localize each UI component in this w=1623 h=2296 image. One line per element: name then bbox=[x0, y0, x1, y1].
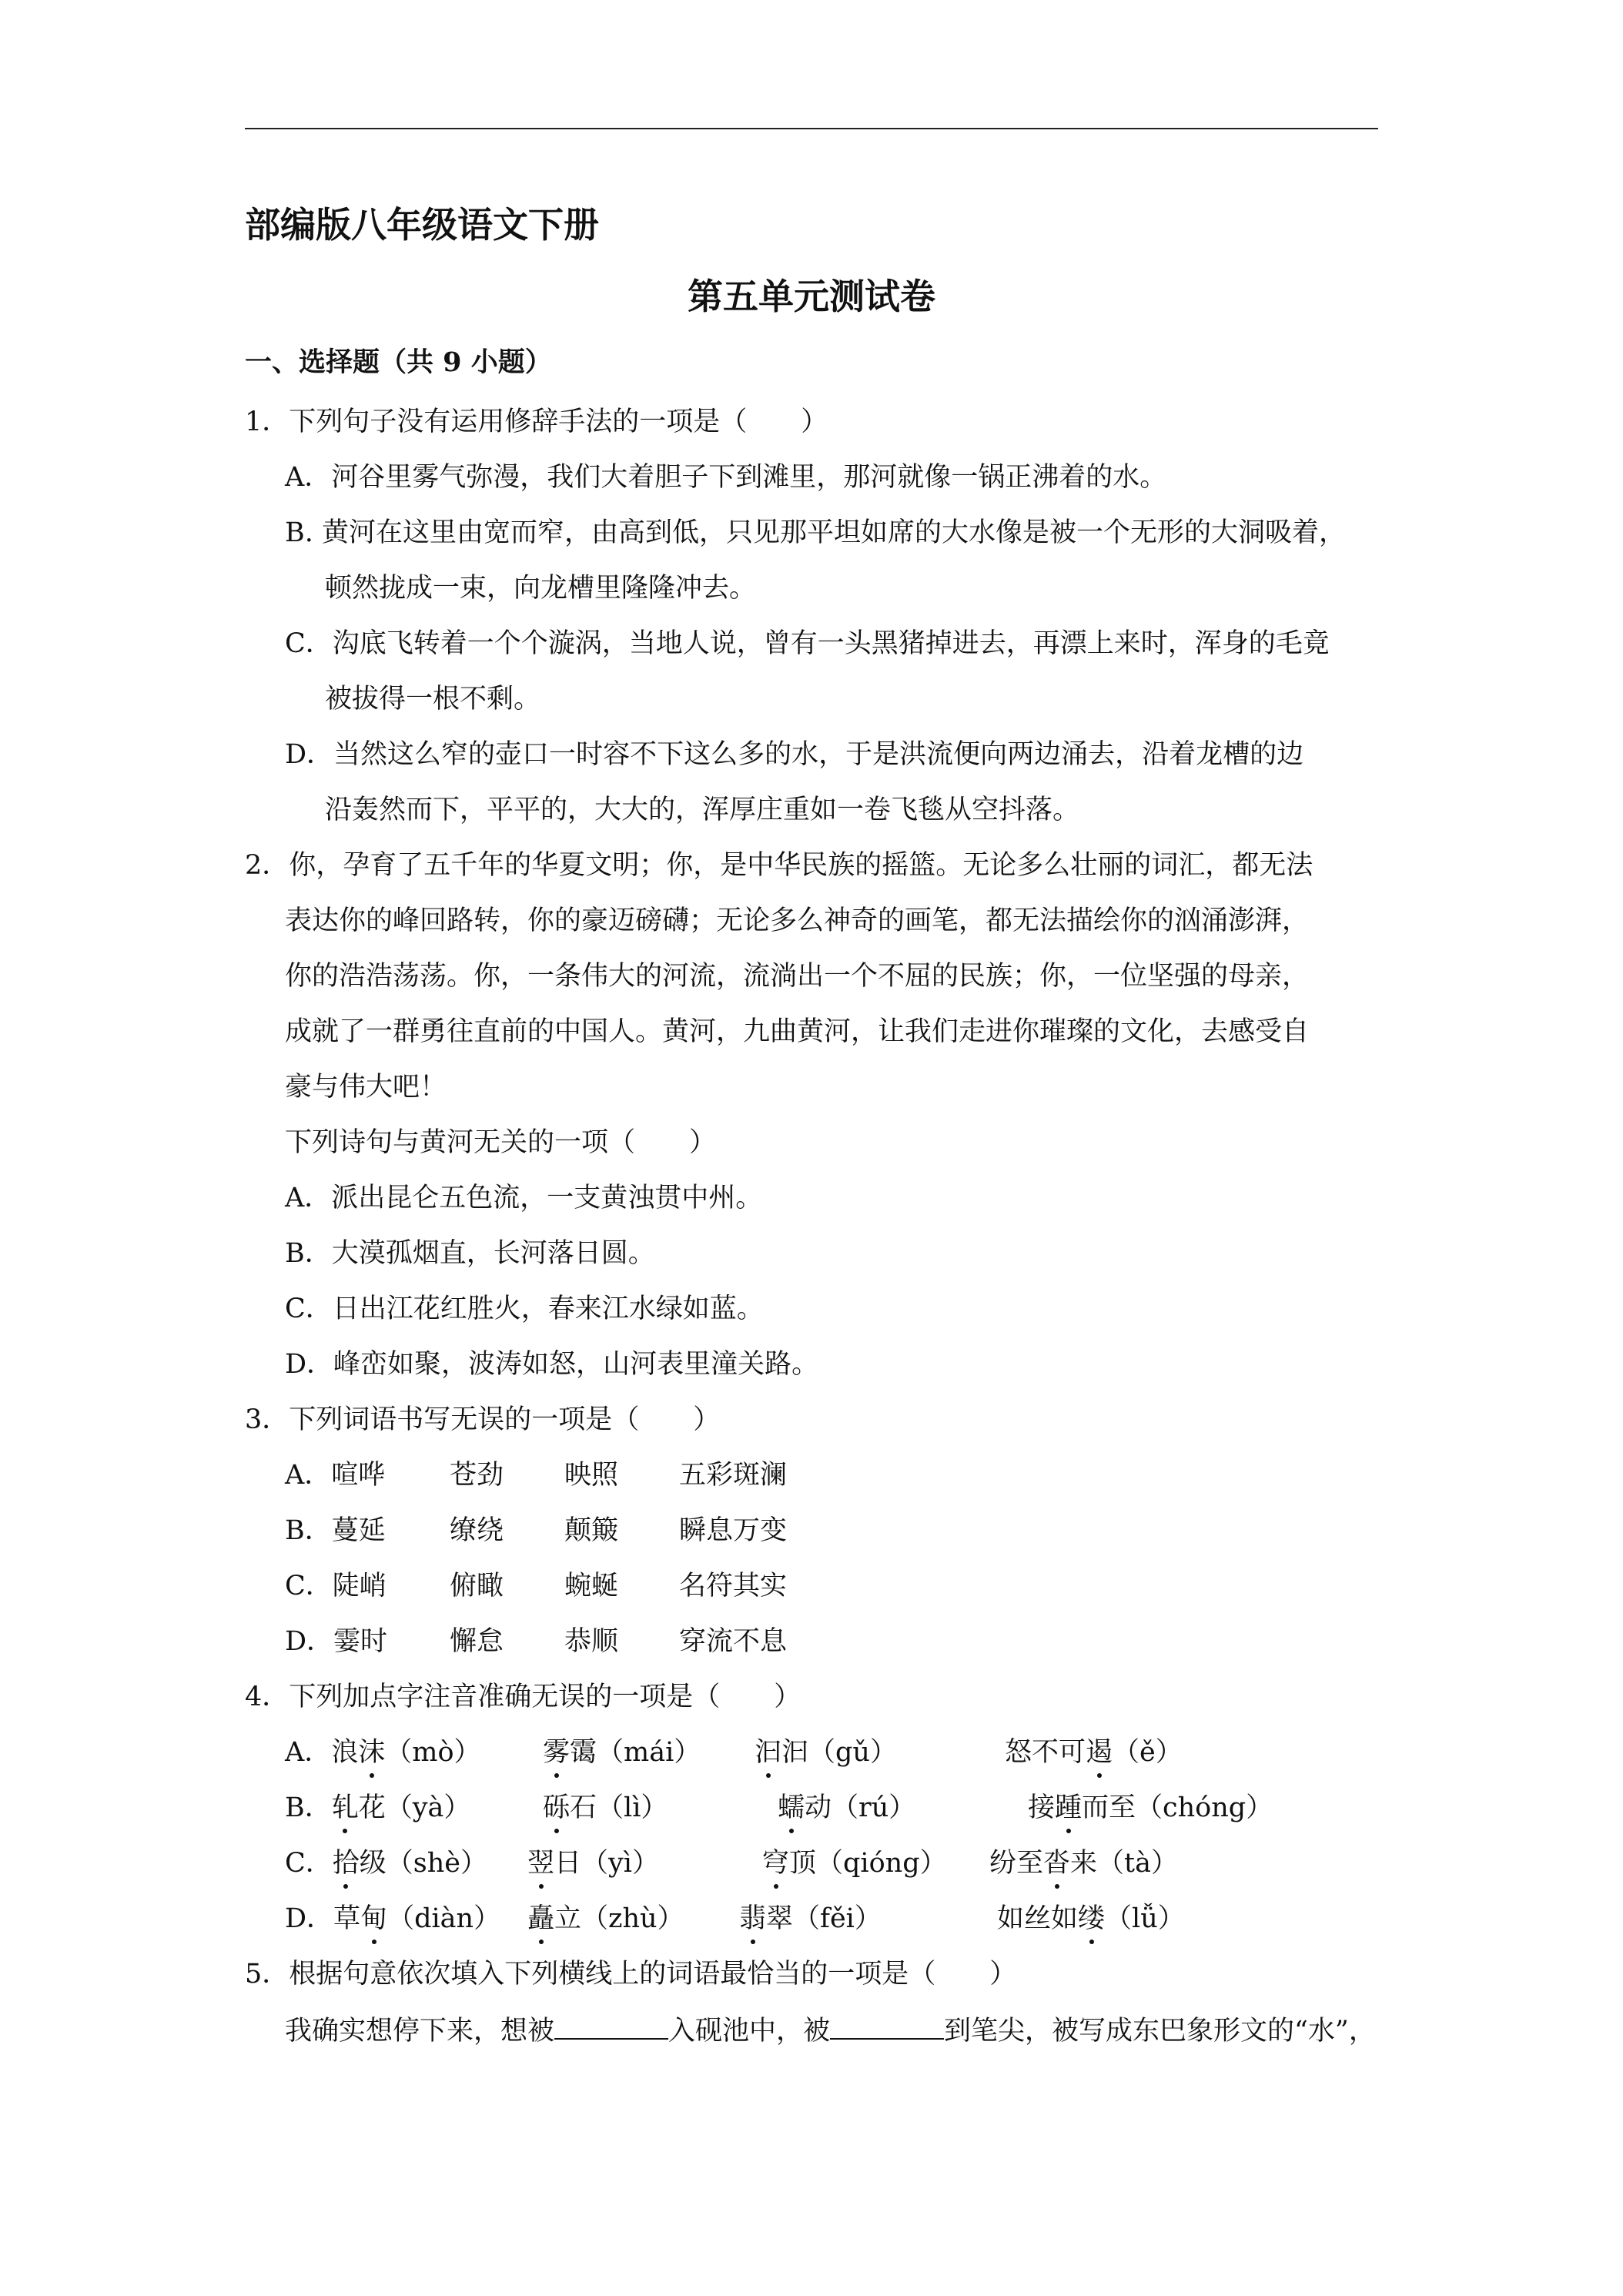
q4-stem: 4．下列加点字注音准确无误的一项是（ ） bbox=[245, 1682, 801, 1712]
q4-a-text: A．浪 bbox=[285, 1737, 359, 1768]
q4-c-text: 顶（qióng） bbox=[789, 1848, 947, 1879]
dotted-char: 雾 bbox=[543, 1735, 570, 1770]
q4-a-pinyin: （ě） bbox=[1113, 1737, 1183, 1768]
q4-c-text: 来（tà） bbox=[1070, 1848, 1178, 1879]
q1-option-c-line2: 被拔得一根不剩。 bbox=[325, 684, 541, 715]
q4-b-text: 动（rú） bbox=[805, 1792, 916, 1823]
q3-b-word1: B．蔓延 bbox=[285, 1515, 386, 1546]
q4-b-item3 bbox=[778, 1790, 915, 1826]
q1-option-d-line2: 沿轰然而下，平平的，大大的，浑厚庄重如一卷飞毯从空抖落。 bbox=[325, 795, 1080, 825]
q4-a-item2 bbox=[543, 1735, 701, 1770]
q3-option-a bbox=[285, 1458, 1363, 1493]
q3-c-word2: 俯瞰 bbox=[450, 1571, 504, 1602]
q3-option-d bbox=[285, 1624, 1363, 1659]
q1-option-a: A．河谷里雾气弥漫，我们大着胆子下到滩里，那河就像一锅正沸着的水。 bbox=[285, 462, 1167, 493]
q3-d-word4: 穿流不息 bbox=[679, 1626, 788, 1657]
q2-passage-line3: 你的浩浩荡荡。你，一条伟大的河流，流淌出一个不屈的民族；你，一位坚强的母亲， bbox=[285, 961, 1310, 992]
q4-a-pinyin: （mái） bbox=[597, 1737, 701, 1768]
q3-d-word2: 懈怠 bbox=[450, 1626, 504, 1657]
q5-text-part2: 入砚池中，被 bbox=[668, 2016, 831, 2047]
q3-b-word4: 瞬息万变 bbox=[679, 1515, 788, 1546]
q4-a-text: 汩（gǔ） bbox=[781, 1737, 897, 1768]
dotted-char: 汩 bbox=[755, 1735, 781, 1770]
q4-a-text: 霭 bbox=[570, 1737, 597, 1768]
q4-b-text: 而至（chóng） bbox=[1082, 1792, 1273, 1823]
q5-blank-1 bbox=[554, 2012, 668, 2040]
q5-blank-2 bbox=[830, 2012, 944, 2040]
q5-text-part1: 我确实想停下来，想被 bbox=[285, 2016, 555, 2047]
q4-b-text: 接 bbox=[1028, 1792, 1056, 1823]
q2-option-c: C．日出江花红胜火，春来江水绿如蓝。 bbox=[285, 1294, 764, 1324]
q3-c-word1: C．陡峭 bbox=[285, 1571, 387, 1602]
dotted-char: 遏 bbox=[1086, 1735, 1113, 1770]
q3-d-word3: 恭顺 bbox=[564, 1626, 619, 1657]
q4-b-item1 bbox=[285, 1790, 470, 1826]
dotted-char: 翌 bbox=[527, 1846, 554, 1881]
q4-d-text: 翠（fěi） bbox=[766, 1903, 882, 1934]
q3-option-c bbox=[285, 1568, 1363, 1604]
q3-d-word1: D．霎时 bbox=[285, 1626, 388, 1657]
q5-text-part3: 到笔尖，被写成东巴象形文的“水”， bbox=[944, 2016, 1376, 2047]
q4-option-b bbox=[285, 1790, 1363, 1826]
q4-b-text: 石（lì） bbox=[570, 1792, 668, 1823]
dotted-char: 拾 bbox=[333, 1846, 360, 1881]
q3-a-word1: A．喧哗 bbox=[285, 1460, 386, 1491]
q4-option-a bbox=[285, 1735, 1363, 1770]
q2-passage-line2: 表达你的峰回路转，你的豪迈磅礴；无论多么神奇的画笔，都无法描绘你的汹涌澎湃， bbox=[285, 905, 1310, 936]
q2-passage-line4: 成就了一群勇往直前的中国人。黄河，九曲黄河，让我们走进你璀璨的文化，去感受自 bbox=[285, 1016, 1310, 1047]
q5-sentence bbox=[285, 2012, 1376, 2049]
q4-c-item4 bbox=[989, 1846, 1178, 1881]
dotted-char: 穹 bbox=[762, 1846, 789, 1881]
q4-a-item4 bbox=[1005, 1735, 1183, 1770]
dotted-char: 沓 bbox=[1043, 1846, 1070, 1881]
q2-option-d: D．峰峦如聚，波涛如怒，山河表里潼关路。 bbox=[285, 1349, 819, 1380]
q1-option-b-line2: 顿然拢成一束，向龙槽里隆隆冲去。 bbox=[325, 573, 757, 604]
q4-d-text: （lǚ） bbox=[1105, 1903, 1185, 1934]
q4-b-text: B． bbox=[285, 1792, 332, 1823]
q1-option-c-line1: C．沟底飞转着一个个漩涡，当地人说，曾有一头黑猪掉进去，再漂上来时，浑身的毛竟 bbox=[285, 628, 1330, 659]
q2-passage-line1: 2．你，孕育了五千年的华夏文明；你，是中华民族的摇篮。无论多么壮丽的词汇，都无法 bbox=[245, 850, 1313, 881]
q4-a-text: 怒不可 bbox=[1005, 1737, 1086, 1768]
q4-b-item2 bbox=[543, 1790, 668, 1826]
q4-d-text: 立（zhù） bbox=[554, 1903, 684, 1934]
q4-d-text: 如丝如 bbox=[997, 1903, 1079, 1934]
q4-d-item1 bbox=[285, 1901, 500, 1936]
q3-b-word3: 颠簸 bbox=[564, 1515, 619, 1546]
q4-d-item3 bbox=[739, 1901, 882, 1936]
q4-c-item2 bbox=[527, 1846, 659, 1881]
q4-d-item4 bbox=[997, 1901, 1185, 1936]
q4-c-text: 级（shè） bbox=[359, 1848, 488, 1879]
dotted-char: 缕 bbox=[1078, 1901, 1105, 1936]
dotted-char: 翡 bbox=[739, 1901, 766, 1936]
dotted-char: 沫 bbox=[358, 1735, 385, 1770]
q3-c-word3: 蜿蜒 bbox=[564, 1571, 619, 1602]
q1-stem: 1．下列句子没有运用修辞手法的一项是（ ） bbox=[245, 407, 828, 437]
q2-stem: 下列诗句与黄河无关的一项（ ） bbox=[285, 1127, 717, 1158]
q4-b-item4 bbox=[1028, 1790, 1273, 1826]
q4-c-text: 日（yì） bbox=[554, 1848, 659, 1879]
q3-option-b bbox=[285, 1513, 1363, 1548]
q4-a-item3 bbox=[755, 1735, 897, 1770]
q4-d-item2 bbox=[527, 1901, 684, 1936]
q4-d-text: D．草 bbox=[285, 1903, 361, 1934]
q4-option-c bbox=[285, 1846, 1363, 1881]
q3-a-word4: 五彩斑澜 bbox=[679, 1460, 788, 1491]
q4-c-text: C． bbox=[285, 1848, 333, 1879]
q4-c-item3 bbox=[762, 1846, 947, 1881]
q4-option-d bbox=[285, 1901, 1363, 1936]
q4-d-text: （diàn） bbox=[387, 1903, 501, 1934]
q4-a-pinyin: （mò） bbox=[385, 1737, 481, 1768]
q3-b-word2: 缭绕 bbox=[450, 1515, 504, 1546]
dotted-char: 矗 bbox=[527, 1901, 554, 1936]
q3-a-word3: 映照 bbox=[564, 1460, 619, 1491]
dotted-char: 踵 bbox=[1055, 1790, 1082, 1826]
q4-c-text: 纷至 bbox=[989, 1848, 1044, 1879]
dotted-char: 轧 bbox=[332, 1790, 359, 1826]
exam-title: 第五单元测试卷 bbox=[688, 276, 935, 317]
q4-a-item1 bbox=[285, 1735, 481, 1770]
q1-option-d-line1: D．当然这么窄的壶口一时容不下这么多的水，于是洪流便向两边涌去，沿着龙槽的边 bbox=[285, 739, 1304, 770]
section-heading: 一、选择题（共 9 小题） bbox=[245, 346, 552, 378]
dotted-char: 甸 bbox=[360, 1901, 387, 1936]
book-title: 部编版八年级语文下册 bbox=[245, 204, 599, 246]
q5-stem: 5．根据句意依次填入下列横线上的词语最恰当的一项是（ ） bbox=[245, 1959, 1017, 1990]
top-rule bbox=[245, 128, 1378, 129]
dotted-char: 砾 bbox=[543, 1790, 570, 1826]
q2-option-b: B．大漠孤烟直，长河落日圆。 bbox=[285, 1238, 655, 1269]
q3-stem: 3．下列词语书写无误的一项是（ ） bbox=[245, 1404, 721, 1435]
q3-c-word4: 名符其实 bbox=[679, 1571, 788, 1602]
q4-c-item1 bbox=[285, 1846, 487, 1881]
q2-option-a: A．派出昆仑五色流，一支黄浊贯中州。 bbox=[285, 1183, 763, 1213]
q1-option-b-line1: B. 黄河在这里由宽而窄，由高到低，只见那平坦如席的大水像是被一个无形的大洞吸着， bbox=[285, 517, 1346, 548]
q2-passage-line5: 豪与伟大吧！ bbox=[285, 1072, 447, 1103]
q3-a-word2: 苍劲 bbox=[450, 1460, 504, 1491]
dotted-char: 蠕 bbox=[778, 1790, 805, 1826]
q4-b-text: 花（yà） bbox=[358, 1792, 471, 1823]
